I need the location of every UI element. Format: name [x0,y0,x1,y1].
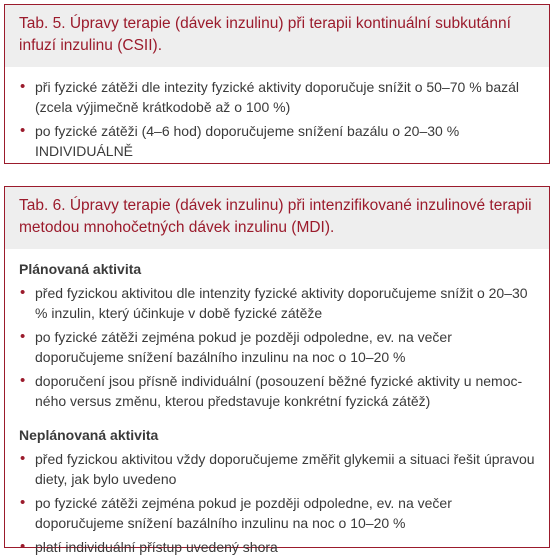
bullet-icon: • [20,372,26,389]
table-6-title: Tab. 6. Úpravy terapie (dávek inzulinu) při intenzifikované inzulinové terapii metodou mnohočetných dávek inzulinu (MDI). [5,187,549,249]
bullet-icon: • [20,328,26,345]
list-item-text: před fyzickou aktivitou dle intenzity fyzické aktivity doporučujeme snížit o 20–30 % inzulin, který účinkuje v době fyzické zátěže [35,285,528,321]
bullet-icon: • [20,284,26,301]
list-item [19,327,541,367]
bullet-icon: • [20,538,26,555]
list-item [19,283,541,323]
bullet-icon: • [20,450,26,467]
list-item-text: při fyzické zátěži dle intezity fyzické aktivity doporučuje snížit o 50–70 % bazál (zcela výjimečně krátkodobě až o 100 %) [35,79,520,115]
table-5-title: Tab. 5. Úpravy terapie (dávek inzulinu) při terapii kontinuální subkutánní infuzí inzulinu (CSII). [5,5,549,67]
list-item [19,449,541,489]
section-heading-planned: Plánovaná aktivita [19,261,142,277]
list-item [19,121,541,161]
section-heading-unplanned: Neplánovaná aktivita [19,427,159,443]
list-item-text: po fyzické zátěži zejména pokud je později odpoledne, ev. na večer doporučujeme snížení bazálního inzulinu na noc o 10–20 % [35,495,452,531]
list-item [19,77,541,117]
table-5-box [4,4,550,164]
list-item [19,537,541,557]
list-item-text: doporučení jsou přísně individuální (posouzení běžné fyzické aktivity u nemocného versus změnu, kterou představuje konkrétní fyzická zátěž) [35,373,523,409]
bullet-icon: • [20,494,26,511]
list-item-text: platí individuální přístup uvedený shora [35,539,278,555]
table-6-box [4,186,550,555]
planned-activity-list [5,283,549,411]
list-item-text: před fyzickou aktivitou vždy doporučujeme změřit glykemii a situaci řešit úpravou diety, jak bylo uvedeno [35,451,535,487]
bullet-icon: • [20,122,26,139]
bullet-icon: • [20,78,26,95]
list-item-text: po fyzické zátěži zejména pokud je později odpoledne, ev. na večer doporučujeme snížení bazálního inzulinu na noc o 10–20 % [35,329,452,365]
unplanned-activity-list [5,449,549,557]
table-5-list [5,77,549,161]
list-item [19,493,541,533]
list-item [19,371,541,411]
list-item-text: po fyzické zátěži (4–6 hod) doporučujeme snížení bazálu o 20–30 % INDIVIDUÁLNĚ [35,123,460,159]
